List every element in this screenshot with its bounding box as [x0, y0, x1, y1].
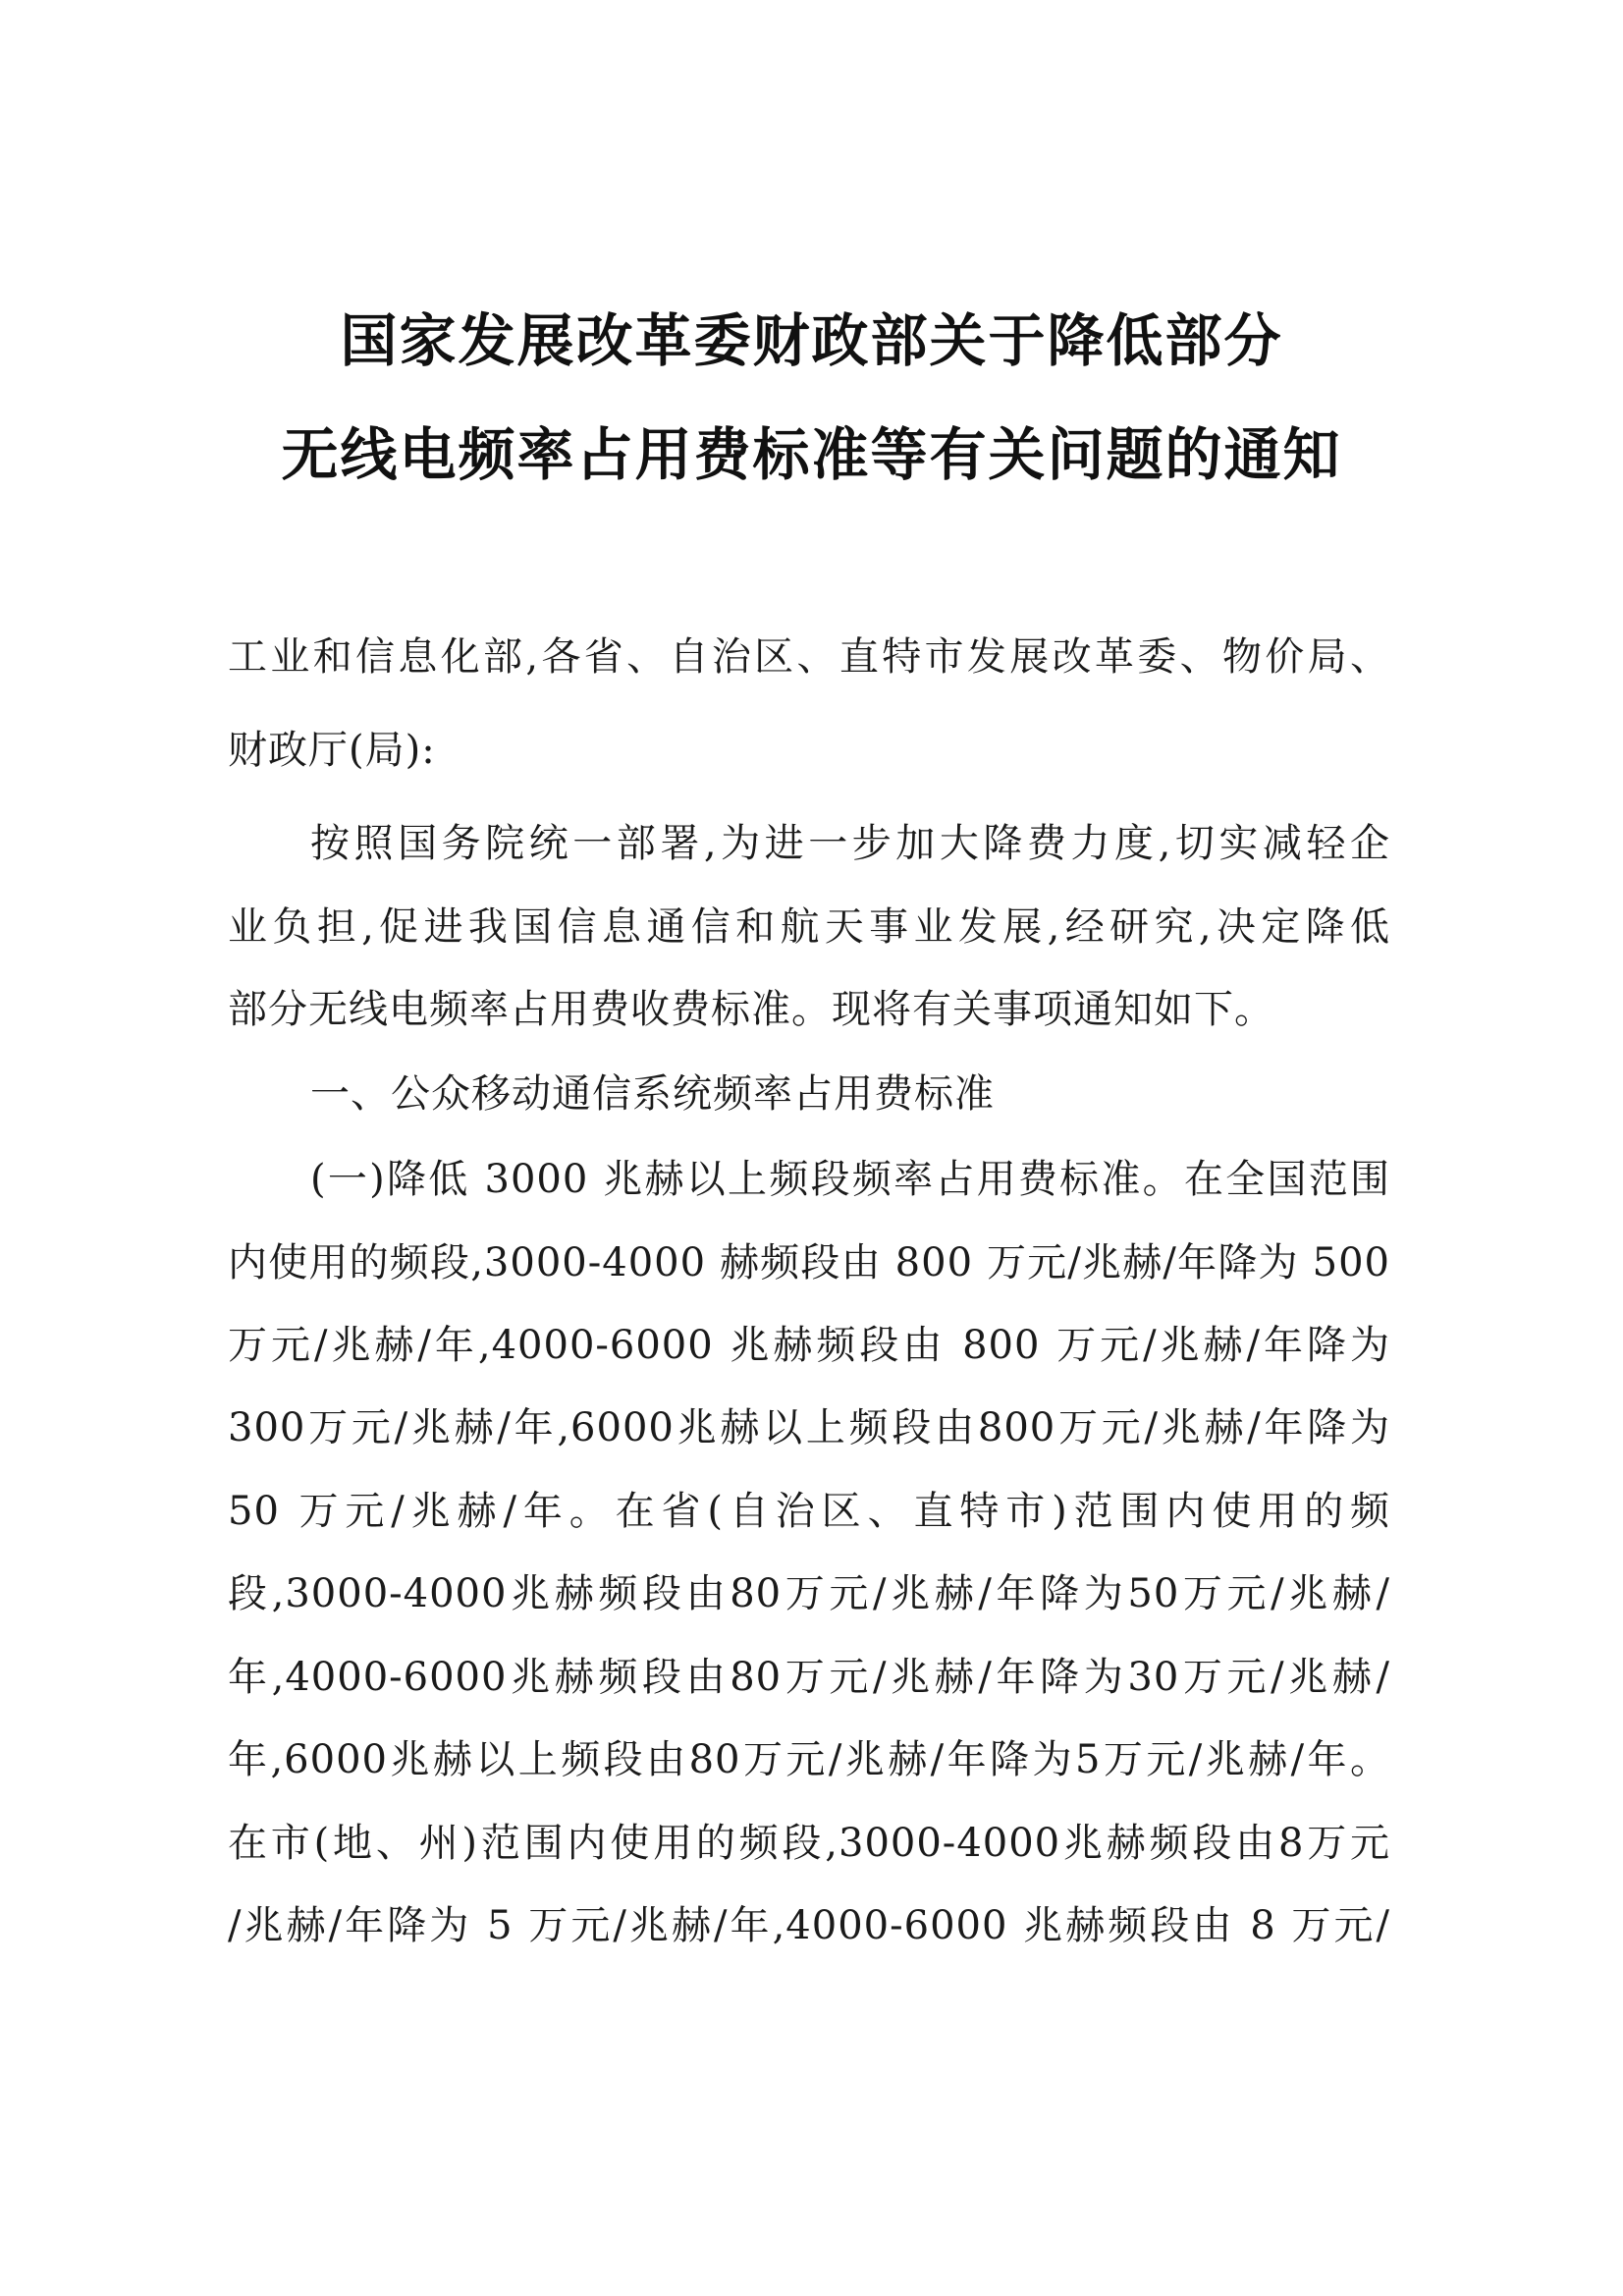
- intro-line-2: 业负担,促进我国信息通信和航天事业发展,经研究,决定降低: [228, 904, 1390, 950]
- item-line-8: 年,6000兆赫以上频段由80万元/兆赫/年降为5万元/兆赫/年。: [228, 1737, 1390, 1782]
- addressee-line-1: 工业和信息化部,各省、自治区、直特市发展改革委、物价局、: [228, 634, 1390, 680]
- intro-line-3: 部分无线电频率占用费收费标准。现将有关事项通知如下。: [228, 987, 1274, 1032]
- item-line-3: 万元/兆赫/年,4000-6000 兆赫频段由 800 万元/兆赫/年降为: [228, 1323, 1390, 1368]
- item-line-1: (一)降低 3000 兆赫以上频段频率占用费标准。在全国范围: [310, 1157, 1390, 1202]
- item-line-2: 内使用的频段,3000-4000 赫频段由 800 万元/兆赫/年降为 500: [228, 1240, 1390, 1285]
- item-line-7: 年,4000-6000兆赫频段由80万元/兆赫/年降为30万元/兆赫/: [228, 1655, 1390, 1700]
- item-line-10: /兆赫/年降为 5 万元/兆赫/年,4000-6000 兆赫频段由 8 万元/: [228, 1903, 1390, 1948]
- title-line-1: 国家发展改革委财政部关于降低部分: [340, 307, 1283, 374]
- title-line-2: 无线电频率占用费标准等有关问题的通知: [281, 421, 1342, 488]
- item-line-4: 300万元/兆赫/年,6000兆赫以上频段由800万元/兆赫/年降为: [228, 1405, 1390, 1450]
- document-title: [0, 307, 1623, 488]
- section-heading: 一、公众移动通信系统频率占用费标准: [310, 1071, 995, 1117]
- intro-line-1: 按照国务院统一部署,为进一步加大降费力度,切实减轻企: [310, 821, 1390, 866]
- item-line-6: 段,3000-4000兆赫频段由80万元/兆赫/年降为50万元/兆赫/: [228, 1571, 1390, 1616]
- addressee-line-2: 财政厅(局):: [228, 728, 436, 773]
- item-line-5: 50 万元/兆赫/年。在省(自治区、直特市)范围内使用的频: [228, 1489, 1390, 1534]
- item-line-9: 在市(地、州)范围内使用的频段,3000-4000兆赫频段由8万元: [228, 1821, 1390, 1866]
